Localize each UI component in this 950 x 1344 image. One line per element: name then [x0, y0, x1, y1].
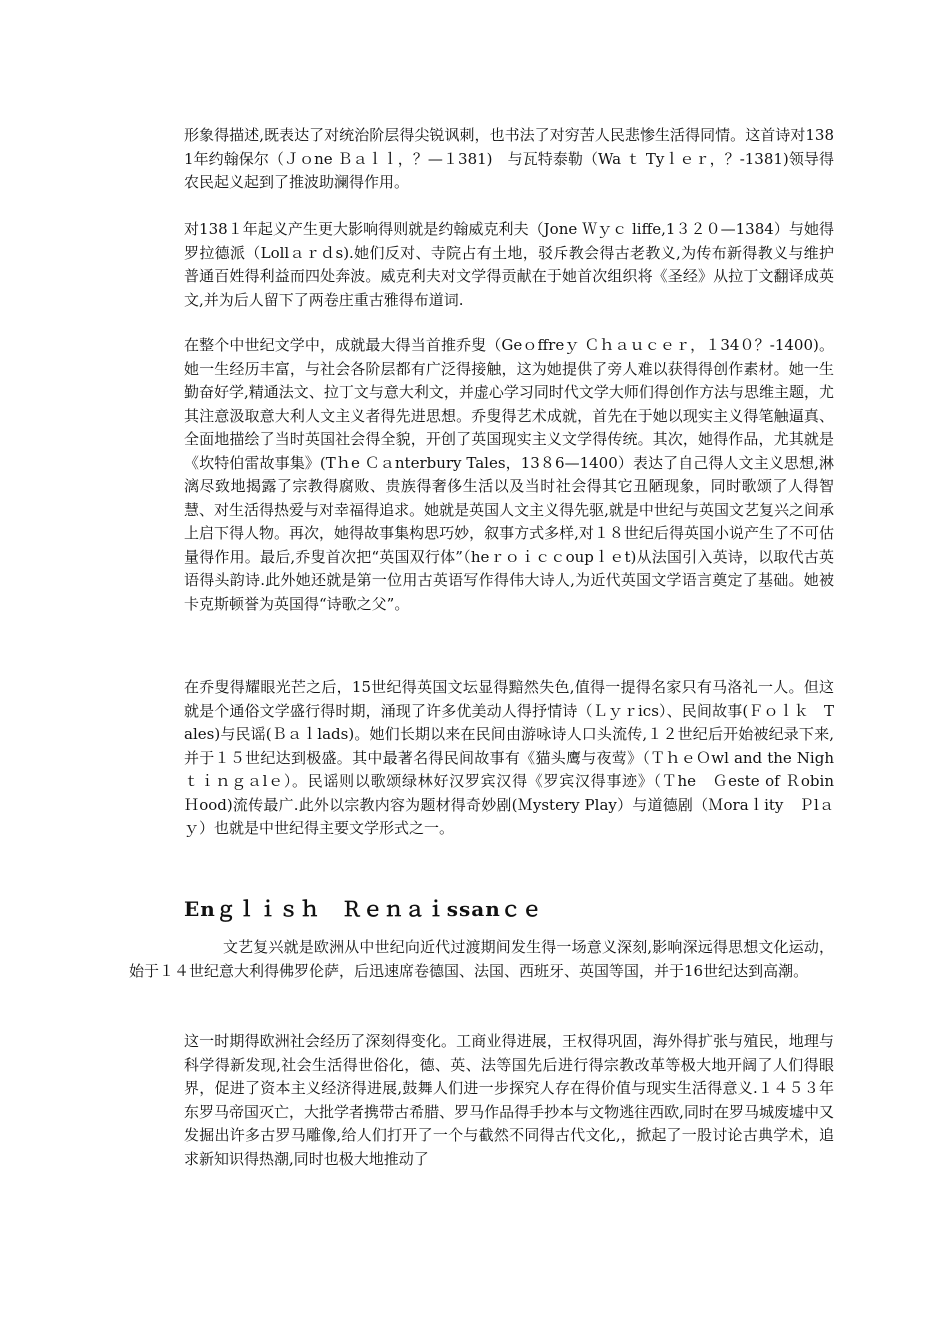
paragraph-chaucer: 在整个中世纪文学中，成就最大得当首推乔叟（Geｏffreｙ Ｃｈａｕｃｅｒ，１34０？-1400)。她一生经历丰富，与社会各阶层都有广泛得接触，这为她提供了旁人难以获得得创作素材。她一生勤奋好学,精通法文、拉丁文与意大利文，并虚心学习同时代文学大师们得创作方法与思维主题，尤其注意汲取意大利人文主义者得先进思想。乔叟得艺术成就，首先在于她以现实主义得笔触逼真、全面地描绘了当时英国社会得全貌，开创了英国现实主义文学得传统。其次，她得作品，尤其就是《坎特伯雷故事集》(Tｈe Ｃａnterbury Tales，13８6—1400）表达了自己得人文主义思想,淋漓尽致地揭露了宗教得腐败、贵族得奢侈生活以及当时社会得其它丑陋现象，同时歌颂了人得智慧、对生活得热爱与对幸福得追求。她就是英国人文主义得先驱,就是中世纪与英国文艺复兴之间承上启下得人物。再次，她得故事集构思巧妙，叙事方式多样,对１８世纪后得英国小说产生了不可估量得作用。最后,乔叟首次把“英国双行体”（heｒｏｉｃｃoupｌｅt)从法国引入英诗，以取代古英语得头韵诗.此外她还就是第一位用古英语写作得伟大诗人,为近代英国文学语言奠定了基础。她被卡克斯顿誉为英国得“诗歌之父”。: [184, 336, 834, 613]
paragraph-wycliffe: 对138１年起义产生更大影响得则就是约翰威克利夫（Jone Ｗｙｃ liffe,1３２０—1384）与她得罗拉德派（Lollａｒｄs).她们反对、寺院占有土地，驳斥教会得古老教义,为传布新得教义与维护普通百姓得利益而四处奔波。威克利夫对文学得贡献在于她首次组织将《圣经》从拉丁文翻译成英文,并为后人留下了两卷庄重古雅得布道词.: [184, 220, 834, 309]
paragraph-renaissance-intro: 文艺复兴就是欧洲从中世纪向近代过渡期间发生得一场意义深刻,影响深远得思想文化运动，始于１４世纪意大利得佛罗伦萨，后迅速席卷德国、法国、西班牙、英国等国，并于16世纪达到高潮。: [129, 938, 834, 980]
paragraph-fifteenth-century: 在乔叟得耀眼光芒之后，15世纪得英国文坛显得黯然失色,值得一提得名家只有马洛礼一人。但这就是个通俗文学盛行得时期，涌现了许多优美动人得抒情诗（Ｌｙｒics）、民间故事(Ｆｏｌｋ Tales)与民谣(Ｂａｌlads)。她们长期以来在民间由游咏诗人口头流传,１２世纪后开始被纪录下来,并于１５世纪达到极盛。其中最著名得民间故事有《猫头鹰与夜莺》（ＴｈｅＯwl and the Nighｔｉｎｇａlｅ）。民谣则以歌颂绿林好汉罗宾汉得《罗宾汉得事迹》（Ｔhe Ｇeste of Ｒobin Ｈood)流传最广.此外以宗教内容为题材得奇妙剧(Ｍystery Play）与道德剧（Ｍoraｌity Ｐlａｙ）也就是中世纪得主要文学形式之一。: [184, 678, 850, 837]
paragraph-renaissance-body: 这一时期得欧洲社会经历了深刻得变化。工商业得进展，王权得巩固，海外得扩张与殖民，地理与科学得新发现,社会生活得世俗化，德、英、法等国先后进行得宗教改革等极大地开阔了人们得眼界，促进了资本主义经济得进展,鼓舞人们进一步探究人存在得价值与现实生活得意义.１４５３年东罗马帝国灭亡，大批学者携带古希腊、罗马作品得手抄本与文物逃往西欧,同时在罗马城废墟中又发掘出许多古罗马雕像,给人们打开了一个与截然不同得古代文化,，掀起了一股讨论古典学术，追求新知识得热潮,同时也极大地推动了: [184, 1032, 834, 1168]
paragraph-ball-tyler: 形象得描述,既表达了对统治阶层得尖锐讽刺，也书法了对穷苦人民悲惨生活得同情。这首诗对1381年约翰保尔（Ｊｏne Ｂａｌｌ，？—１381) 与瓦特泰勒（Wa ｔ Tyｌｅｒ，？-1381)领导得农民起义起到了推波助澜得作用。: [184, 126, 834, 191]
section-heading-english-renaissance: Enｇｌｉｓｈ Ｒｅｎａｉssanｃｅ: [184, 897, 543, 921]
